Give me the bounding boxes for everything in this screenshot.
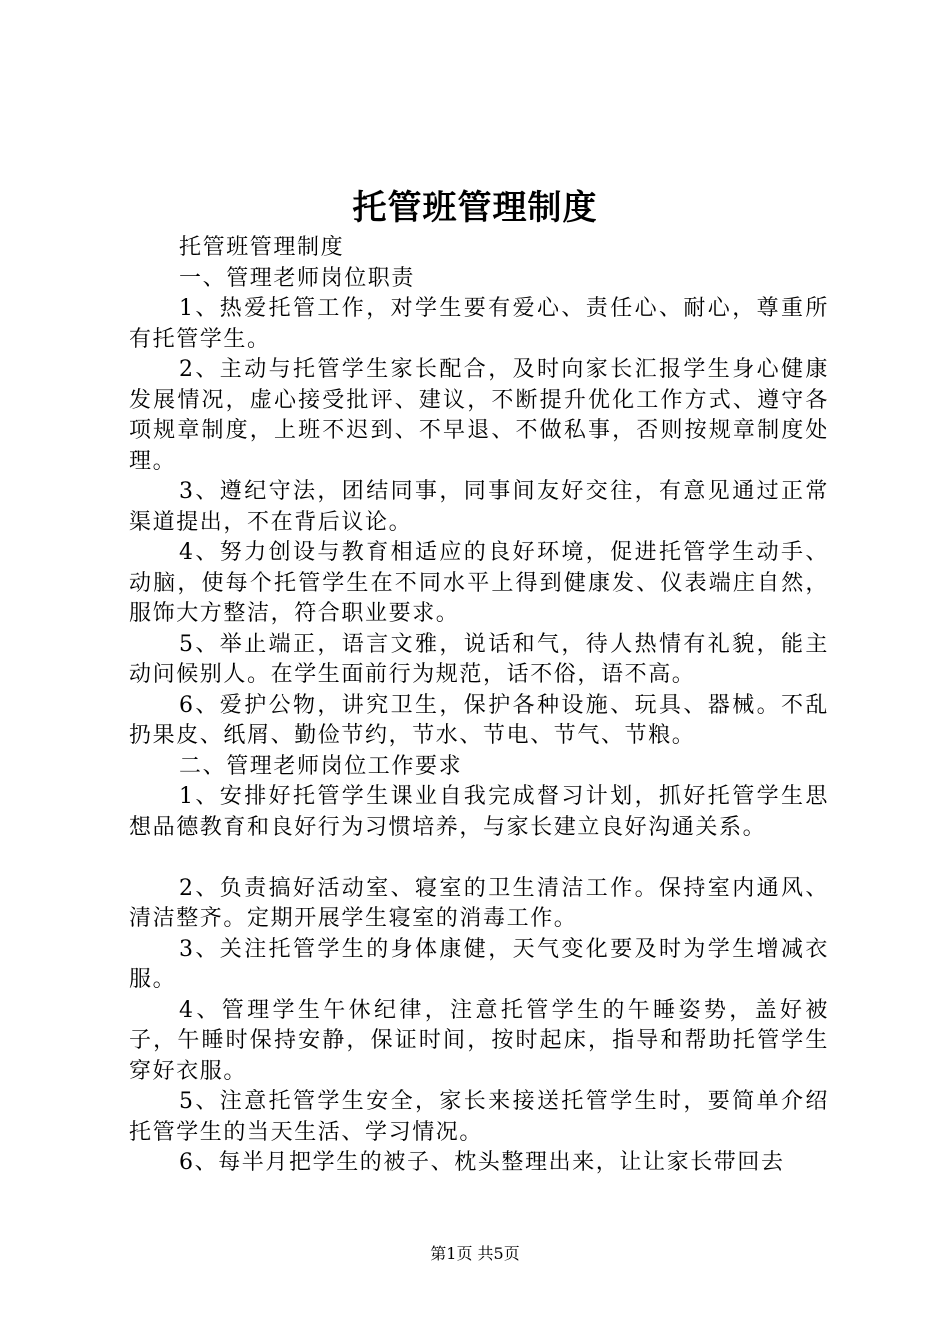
document-body	[129, 233, 829, 1179]
section-heading-duties: 一、管理老师岗位职责	[179, 265, 416, 291]
paragraph: 2、主动与托管学生家长配合，及时向家长汇报学生身心健康发展情况，虚心接受批评、建议，不断提升优化工作方式、遵守各项规章制度，上班不迟到、不早退、不做私事，否则按规章制度处理。	[129, 357, 829, 474]
paragraph: 6、爱护公物，讲究卫生，保护各种设施、玩具、器械。不乱扔果皮、纸屑、勤俭节约，节水、节电、节气、节粮。	[129, 692, 829, 748]
paragraph: 3、关注托管学生的身体康健，天气变化要及时为学生增减衣服。	[129, 936, 829, 992]
paragraph: 1、热爱托管工作，对学生要有爱心、责任心、耐心，尊重所有托管学生。	[129, 296, 829, 352]
paragraph: 6、每半月把学生的被子、枕头整理出来，让让家长带回去	[179, 1150, 785, 1175]
paragraph: 4、管理学生午休纪律，注意托管学生的午睡姿势，盖好被子，午睡时保持安静，保证时间，按时起床，指导和帮助托管学生穿好衣服。	[129, 997, 829, 1084]
page-number: 第1页 共5页	[430, 1244, 520, 1263]
blank-line	[129, 843, 829, 874]
paragraph: 4、努力创设与教育相适应的良好环境，促进托管学生动手、动脑，使每个托管学生在不同水平上得到健康发、仪表端庄自然，服饰大方整洁，符合职业要求。	[129, 540, 829, 626]
document-subtitle: 托管班管理制度	[179, 235, 345, 260]
paragraph: 2、负责搞好活动室、寝室的卫生清洁工作。保持室内通风、清洁整齐。定期开展学生寝室的消毒工作。	[129, 875, 829, 931]
paragraph: 1、安排好托管学生课业自我完成督习计划，抓好托管学生思想品德教育和良好行为习惯培养，与家长建立良好沟通关系。	[129, 784, 829, 840]
section-heading-requirements: 二、管理老师岗位工作要求	[179, 753, 463, 779]
paragraph: 5、举止端正，语言文雅，说话和气，待人热情有礼貌，能主动问候别人。在学生面前行为规范，话不俗，语不高。	[129, 631, 829, 687]
paragraph: 5、注意托管学生安全，家长来接送托管学生时，要简单介绍托管学生的当天生活、学习情况。	[129, 1089, 829, 1145]
paragraph: 3、遵纪守法，团结同事，同事间友好交往，有意见通过正常渠道提出，不在背后议论。	[129, 479, 829, 535]
page-title: 托管班管理制度	[352, 188, 598, 228]
